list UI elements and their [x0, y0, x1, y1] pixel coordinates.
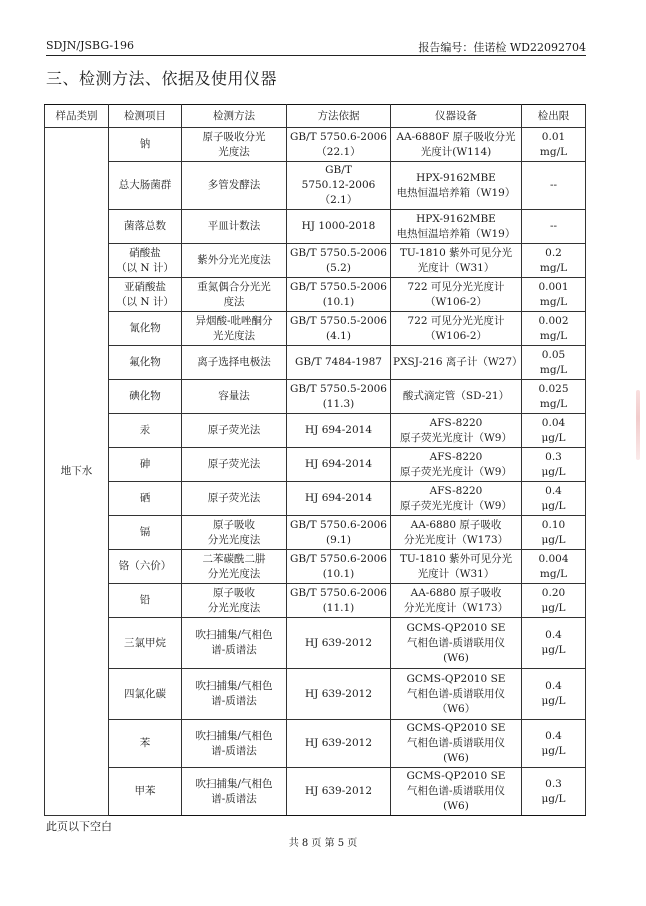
table-row — [45, 516, 586, 550]
method-cell: 原子吸收 分光光度法 — [182, 516, 287, 550]
basis-cell: GB/T 5750.5-2006 (10.1) — [287, 278, 391, 312]
instrument-cell: HPX-9162MBE 电热恒温培养箱（W19） — [391, 162, 522, 210]
item-cell: 碘化物 — [109, 380, 182, 414]
basis-cell: HJ 639-2012 — [287, 669, 391, 720]
item-cell: 硒 — [109, 482, 182, 516]
sample-category-cell: 地下水 — [45, 128, 109, 816]
basis-cell: HJ 694-2014 — [287, 414, 391, 448]
basis-cell: GB/T 7484-1987 — [287, 346, 391, 380]
basis-cell: GB/T 5750.12-2006 （2.1） — [287, 162, 391, 210]
item-cell: 氰化物 — [109, 312, 182, 346]
instrument-cell: GCMS-QP2010 SE 气相色谱-质谱联用仪 (W6) — [391, 720, 522, 768]
limit-cell: 0.4 μg/L — [522, 618, 586, 669]
table-row — [45, 414, 586, 448]
instrument-cell: TU-1810 紫外可见分光 光度计（W31） — [391, 550, 522, 584]
method-cell: 原子吸收分光 光度法 — [182, 128, 287, 162]
limit-cell: 0.20 μg/L — [522, 584, 586, 618]
instrument-cell: 722 可见分光光度计 （W106-2） — [391, 278, 522, 312]
table-row — [45, 482, 586, 516]
limit-cell: 0.4 μg/L — [522, 720, 586, 768]
column-header: 方法依据 — [287, 105, 391, 128]
basis-cell: GB/T 5750.5-2006 (11.3) — [287, 380, 391, 414]
column-header: 检出限 — [522, 105, 586, 128]
method-cell: 吹扫捕集/气相色 谱-质谱法 — [182, 768, 287, 816]
instrument-cell: AA-6880 原子吸收 分光光度计（W173） — [391, 584, 522, 618]
method-cell: 异烟酸-吡唑酮分 光光度法 — [182, 312, 287, 346]
basis-cell: HJ 1000-2018 — [287, 210, 391, 244]
item-cell: 汞 — [109, 414, 182, 448]
instrument-cell: HPX-9162MBE 电热恒温培养箱（W19） — [391, 210, 522, 244]
instrument-cell: AA-6880 原子吸收 分光光度计（W173） — [391, 516, 522, 550]
column-header: 样品类别 — [45, 105, 109, 128]
instrument-cell: AFS-8220 原子荧光光度计（W9） — [391, 448, 522, 482]
basis-cell: GB/T 5750.6-2006 (9.1) — [287, 516, 391, 550]
table-row — [45, 210, 586, 244]
item-cell: 四氯化碳 — [109, 669, 182, 720]
table-row — [45, 584, 586, 618]
item-cell: 钠 — [109, 128, 182, 162]
method-cell: 二苯碳酰二肼 分光光度法 — [182, 550, 287, 584]
basis-cell: HJ 639-2012 — [287, 618, 391, 669]
item-cell: 苯 — [109, 720, 182, 768]
table-row — [45, 669, 586, 720]
item-cell: 氟化物 — [109, 346, 182, 380]
table-row — [45, 128, 586, 162]
column-header: 检测方法 — [182, 105, 287, 128]
limit-cell: 0.004 mg/L — [522, 550, 586, 584]
instrument-cell: PXSJ-216 离子计（W27） — [391, 346, 522, 380]
limit-cell: 0.025 mg/L — [522, 380, 586, 414]
item-cell: 铅 — [109, 584, 182, 618]
method-cell: 容量法 — [182, 380, 287, 414]
method-cell: 紫外分光光度法 — [182, 244, 287, 278]
report-number: 报告编号：佳诺检 WD22092704 — [418, 41, 586, 54]
method-cell: 离子选择电极法 — [182, 346, 287, 380]
table-header-row — [45, 105, 586, 128]
instrument-cell: GCMS-QP2010 SE 气相色谱-质谱联用仪 (W6) — [391, 768, 522, 816]
item-cell: 三氯甲烷 — [109, 618, 182, 669]
basis-cell: HJ 639-2012 — [287, 720, 391, 768]
method-cell: 吹扫捕集/气相色 谱-质谱法 — [182, 618, 287, 669]
limit-cell: 0.4 μg/L — [522, 482, 586, 516]
basis-cell: HJ 694-2014 — [287, 482, 391, 516]
page-header — [46, 37, 586, 56]
method-cell: 吹扫捕集/气相色 谱-质谱法 — [182, 669, 287, 720]
document-code: SDJN/JSBG-196 — [46, 39, 135, 52]
method-cell: 平皿计数法 — [182, 210, 287, 244]
basis-cell: HJ 639-2012 — [287, 768, 391, 816]
method-cell: 原子荧光法 — [182, 448, 287, 482]
item-cell: 铬（六价） — [109, 550, 182, 584]
section-title: 三、检测方法、依据及使用仪器 — [46, 69, 278, 88]
limit-cell: 0.001 mg/L — [522, 278, 586, 312]
basis-cell: GB/T 5750.6-2006 （22.1） — [287, 128, 391, 162]
item-cell: 镉 — [109, 516, 182, 550]
limit-cell: 0.002 mg/L — [522, 312, 586, 346]
table-row — [45, 244, 586, 278]
column-header: 检测项目 — [109, 105, 182, 128]
item-cell: 亚硝酸盐 （以 N 计） — [109, 278, 182, 312]
table-row — [45, 768, 586, 816]
instrument-cell: AFS-8220 原子荧光光度计（W9） — [391, 482, 522, 516]
table-row — [45, 162, 586, 210]
table-row — [45, 346, 586, 380]
instrument-cell: AA-6880F 原子吸收分光 光度计(W114) — [391, 128, 522, 162]
seal-edge-mark — [636, 390, 640, 460]
item-cell: 菌落总数 — [109, 210, 182, 244]
item-cell: 砷 — [109, 448, 182, 482]
instrument-cell: GCMS-QP2010 SE 气相色谱-质谱联用仪 (W6) — [391, 618, 522, 669]
method-cell: 原子吸收 分光光度法 — [182, 584, 287, 618]
table-row — [45, 720, 586, 768]
item-cell: 硝酸盐 （以 N 计） — [109, 244, 182, 278]
limit-cell: 0.10 μg/L — [522, 516, 586, 550]
limit-cell: 0.01 mg/L — [522, 128, 586, 162]
basis-cell: HJ 694-2014 — [287, 448, 391, 482]
table-row — [45, 448, 586, 482]
instrument-cell: 酸式滴定管（SD-21） — [391, 380, 522, 414]
method-cell: 原子荧光法 — [182, 482, 287, 516]
page-footer: 共 8 页 第 5 页 — [288, 838, 358, 849]
basis-cell: GB/T 5750.6-2006 (10.1) — [287, 550, 391, 584]
method-cell: 多管发酵法 — [182, 162, 287, 210]
instrument-cell: 722 可见分光光度计 （W106-2） — [391, 312, 522, 346]
limit-cell: 0.3 μg/L — [522, 768, 586, 816]
limit-cell: 0.4 μg/L — [522, 669, 586, 720]
basis-cell: GB/T 5750.5-2006 (4.1) — [287, 312, 391, 346]
table-row — [45, 380, 586, 414]
column-header: 仪器设备 — [391, 105, 522, 128]
limit-cell: 0.04 μg/L — [522, 414, 586, 448]
method-cell: 原子荧光法 — [182, 414, 287, 448]
limit-cell: 0.2 mg/L — [522, 244, 586, 278]
method-cell: 重氮偶合分光光 度法 — [182, 278, 287, 312]
instrument-cell: GCMS-QP2010 SE 气相色谱-质谱联用仪 （W6） — [391, 669, 522, 720]
table-row — [45, 550, 586, 584]
table-row — [45, 278, 586, 312]
method-cell: 吹扫捕集/气相色 谱-质谱法 — [182, 720, 287, 768]
item-cell: 甲苯 — [109, 768, 182, 816]
detection-methods-table — [44, 104, 586, 816]
basis-cell: GB/T 5750.6-2006 (11.1) — [287, 584, 391, 618]
limit-cell: 0.05 mg/L — [522, 346, 586, 380]
table-row — [45, 618, 586, 669]
limit-cell: -- — [522, 162, 586, 210]
limit-cell: -- — [522, 210, 586, 244]
instrument-cell: AFS-8220 原子荧光光度计（W9） — [391, 414, 522, 448]
blank-below-note: 此页以下空白 — [46, 820, 112, 833]
instrument-cell: TU-1810 紫外可见分光 光度计（W31） — [391, 244, 522, 278]
basis-cell: GB/T 5750.5-2006 (5.2) — [287, 244, 391, 278]
table-row — [45, 312, 586, 346]
item-cell: 总大肠菌群 — [109, 162, 182, 210]
limit-cell: 0.3 μg/L — [522, 448, 586, 482]
